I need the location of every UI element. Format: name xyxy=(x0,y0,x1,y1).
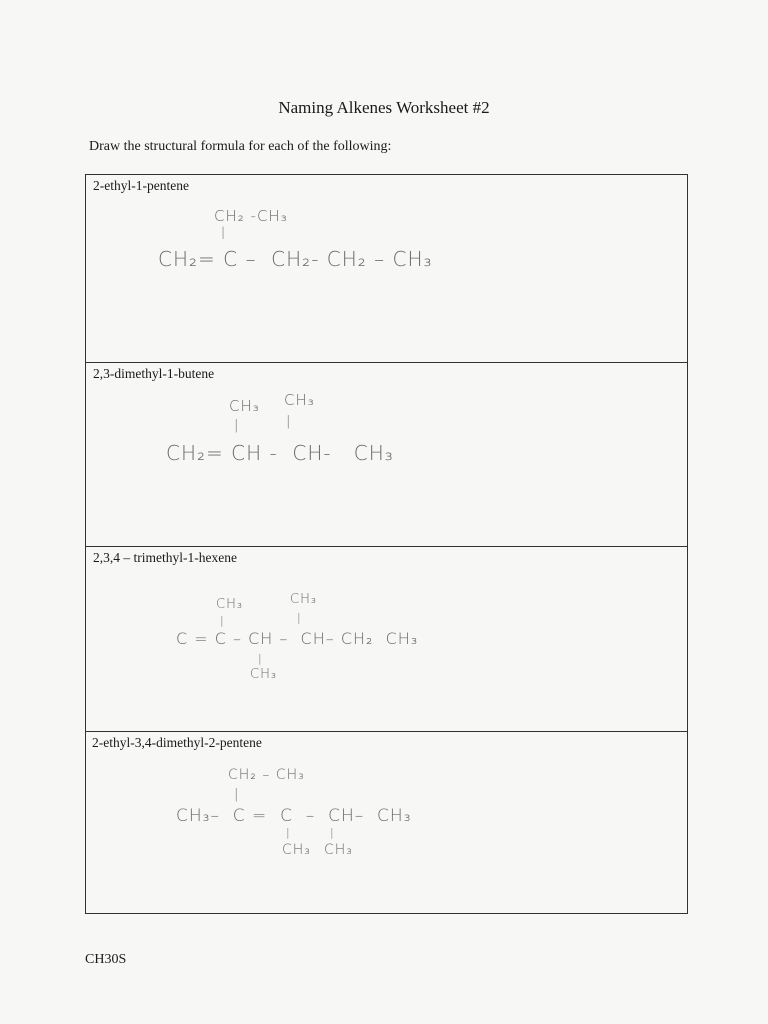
problem-cell xyxy=(86,546,687,731)
structure-bond: | xyxy=(330,826,335,839)
structure-bond: | xyxy=(297,611,302,624)
structure-main-chain: CH₃– C = C – CH– CH₃ xyxy=(176,806,412,826)
structure-bond: | xyxy=(258,652,263,665)
problem-name: 2-ethyl-3,4-dimethyl-2-pentene xyxy=(92,735,262,750)
structure-bond: | xyxy=(221,225,227,239)
structure-bond: | xyxy=(286,826,291,839)
structure-substituent: CH₃ xyxy=(284,391,315,409)
structure-main-chain: CH₂= C – CH₂- CH₂ – CH₃ xyxy=(158,247,433,271)
structure-substituent: CH₃ xyxy=(250,667,278,682)
answer-table xyxy=(85,174,688,914)
course-code: CH30S xyxy=(85,952,127,967)
problem-name: 2,3-dimethyl-1-butene xyxy=(93,366,215,381)
problem-cell xyxy=(86,731,687,914)
structure-substituent: CH₂ -CH₃ xyxy=(214,207,288,225)
structure-substituent: CH₃ xyxy=(282,842,311,858)
problem-name: 2,3,4 – trimethyl-1-hexene xyxy=(93,550,237,565)
structure-main-chain: CH₂= CH - CH- CH₃ xyxy=(166,441,394,465)
problem-cell xyxy=(86,362,687,546)
structure-bond: | xyxy=(234,418,240,433)
worksheet-title: Naming Alkenes Worksheet #2 xyxy=(278,98,490,117)
structure-main-chain: C = C – CH – CH– CH₂ CH₃ xyxy=(176,629,419,648)
structure-bond: | xyxy=(286,414,292,429)
structure-substituent: CH₂ – CH₃ xyxy=(228,767,305,783)
structure-substituent: CH₃ xyxy=(290,592,318,607)
structure-substituent: CH₃ xyxy=(229,397,260,415)
structure-substituent: CH₃ xyxy=(216,597,244,612)
problem-cell xyxy=(86,175,687,362)
structure-bond: | xyxy=(220,614,225,627)
structure-substituent: CH₃ xyxy=(324,842,353,858)
instructions: Draw the structural formula for each of the following: xyxy=(89,139,392,154)
problem-name: 2-ethyl-1-pentene xyxy=(93,178,189,193)
structure-bond: | xyxy=(234,787,240,802)
